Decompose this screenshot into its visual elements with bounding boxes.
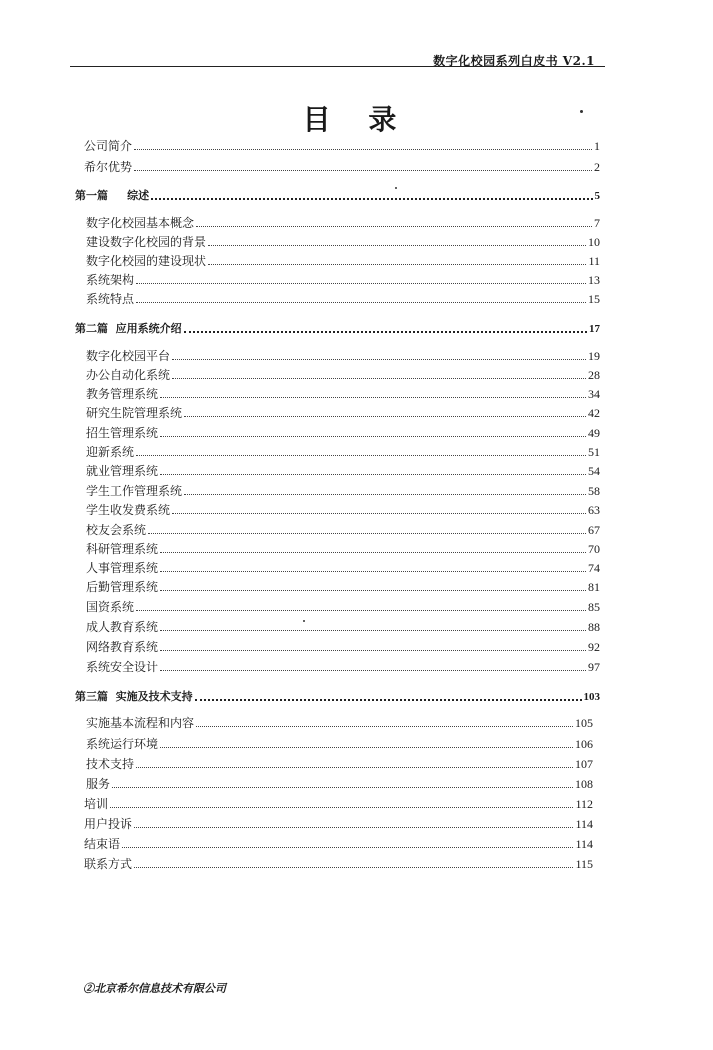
toc-entry[interactable]	[86, 406, 600, 420]
toc-entry[interactable]	[84, 837, 593, 851]
toc-entry-label: 数字化校园的建设现状	[86, 254, 207, 268]
toc-entry-page: 88	[588, 620, 600, 634]
toc-entry-page: 70	[588, 542, 600, 556]
leader-dots	[184, 416, 586, 417]
toc-entry[interactable]	[86, 737, 593, 751]
toc-entry-page: 1	[594, 139, 600, 153]
leader-dots	[160, 630, 586, 631]
leader-dots	[151, 198, 592, 200]
toc-entry-page: 114	[575, 817, 593, 831]
toc-entry-label: 系统运行环境	[86, 737, 159, 751]
leader-dots	[148, 533, 586, 534]
leader-dots	[122, 847, 573, 848]
toc-entry[interactable]	[86, 777, 593, 791]
toc-entry[interactable]	[84, 160, 600, 174]
toc-entry-label: 公司简介	[84, 139, 133, 153]
toc-entry-page: 13	[588, 273, 600, 287]
toc-entry-label: 国资系统	[86, 600, 135, 614]
toc-entry-page: 106	[575, 737, 593, 751]
leader-dots	[172, 359, 586, 360]
leader-dots	[160, 436, 586, 437]
toc-entry-label: 学生收发费系统	[86, 503, 171, 517]
toc-entry-label: 后勤管理系统	[86, 580, 159, 594]
toc-part-label: 第一篇 综述	[75, 189, 150, 202]
toc-entry-page: 92	[588, 640, 600, 654]
toc-part-page: 17	[589, 323, 600, 335]
leader-dots	[208, 245, 586, 246]
toc-entry-page: 42	[588, 406, 600, 420]
leader-dots	[184, 331, 587, 333]
toc-entry-page: 63	[588, 503, 600, 517]
toc-entry-label: 联系方式	[84, 857, 133, 871]
toc-entry-label: 成人教育系统	[86, 620, 159, 634]
leader-dots	[160, 650, 586, 651]
toc-part-page: 5	[594, 190, 600, 202]
toc-entry-label: 系统架构	[86, 273, 135, 287]
toc-entry[interactable]	[86, 445, 600, 459]
toc-entry[interactable]	[86, 660, 600, 674]
toc-entry-page: 97	[588, 660, 600, 674]
scan-speck	[303, 620, 305, 622]
toc-entry-page: 34	[588, 387, 600, 401]
toc-entry[interactable]	[86, 620, 600, 634]
footer-company: ②北京希尔信息技术有限公司	[83, 982, 226, 995]
table-of-contents	[70, 0, 600, 1050]
toc-entry-label: 数字化校园平台	[86, 349, 171, 363]
toc-entry-page: 114	[575, 837, 593, 851]
toc-entry-label: 培训	[84, 797, 109, 811]
leader-dots	[160, 747, 573, 748]
toc-part-heading[interactable]	[75, 322, 600, 336]
toc-entry-label: 结束语	[84, 837, 121, 851]
leader-dots	[195, 699, 582, 701]
leader-dots	[196, 226, 592, 227]
leader-dots	[136, 767, 573, 768]
toc-entry-page: 112	[575, 797, 593, 811]
toc-entry[interactable]	[84, 797, 593, 811]
leader-dots	[136, 610, 586, 611]
leader-dots	[160, 590, 586, 591]
toc-entry-label: 服务	[86, 777, 111, 791]
toc-entry-page: 11	[588, 254, 600, 268]
toc-entry-page: 49	[588, 426, 600, 440]
leader-dots	[136, 455, 586, 456]
toc-entry-page: 81	[588, 580, 600, 594]
toc-entry-page: 85	[588, 600, 600, 614]
toc-entry-label: 迎新系统	[86, 445, 135, 459]
leader-dots	[172, 513, 586, 514]
toc-entry-label: 数字化校园基本概念	[86, 216, 195, 230]
toc-entry-label: 研究生院管理系统	[86, 406, 183, 420]
leader-dots	[160, 474, 586, 475]
toc-entry[interactable]	[86, 254, 600, 268]
toc-part-label: 第二篇 应用系统介绍	[75, 322, 182, 335]
toc-entry-page: 54	[588, 464, 600, 478]
toc-entry-label: 招生管理系统	[86, 426, 159, 440]
leader-dots	[172, 378, 586, 379]
toc-entry-page: 108	[575, 777, 593, 791]
leader-dots	[160, 397, 586, 398]
toc-entry[interactable]	[84, 857, 593, 871]
leader-dots	[110, 807, 573, 808]
toc-entry[interactable]	[86, 464, 600, 478]
toc-entry-label: 实施基本流程和内容	[86, 716, 195, 730]
toc-entry[interactable]	[86, 484, 600, 498]
toc-entry-page: 107	[575, 757, 593, 771]
toc-entry-page: 51	[588, 445, 600, 459]
toc-entry[interactable]	[86, 292, 600, 306]
leader-dots	[134, 149, 592, 150]
toc-entry[interactable]	[86, 523, 600, 537]
toc-part-page: 103	[583, 691, 600, 703]
leader-dots	[196, 726, 573, 727]
scan-speck	[580, 110, 583, 113]
toc-entry[interactable]	[86, 503, 600, 517]
leader-dots	[160, 571, 586, 572]
scan-speck	[395, 187, 397, 189]
page-title: 目 录	[302, 103, 411, 136]
toc-entry[interactable]	[86, 640, 600, 654]
toc-entry[interactable]	[86, 600, 600, 614]
toc-entry[interactable]	[86, 387, 600, 401]
toc-entry-page: 74	[588, 561, 600, 575]
toc-entry-label: 系统安全设计	[86, 660, 159, 674]
toc-entry-label: 人事管理系统	[86, 561, 159, 575]
leader-dots	[136, 283, 586, 284]
toc-entry-page: 10	[588, 235, 600, 249]
toc-entry-page: 2	[594, 160, 600, 174]
toc-entry[interactable]	[86, 426, 600, 440]
toc-entry-label: 学生工作管理系统	[86, 484, 183, 498]
toc-entry-label: 就业管理系统	[86, 464, 159, 478]
toc-entry-page: 19	[588, 349, 600, 363]
toc-entry[interactable]	[86, 368, 600, 382]
toc-entry[interactable]	[86, 273, 600, 287]
toc-entry-page: 105	[575, 716, 593, 730]
toc-entry[interactable]	[86, 757, 593, 771]
toc-entry[interactable]	[86, 542, 600, 556]
toc-entry-page: 15	[588, 292, 600, 306]
leader-dots	[134, 827, 573, 828]
leader-dots	[134, 170, 592, 171]
toc-part-label: 第三篇 实施及技术支持	[75, 690, 193, 703]
toc-entry-label: 网络教育系统	[86, 640, 159, 654]
toc-entry[interactable]	[84, 817, 593, 831]
leader-dots	[112, 787, 573, 788]
toc-entry[interactable]	[84, 139, 600, 153]
toc-part-heading[interactable]	[75, 189, 600, 203]
leader-dots	[184, 494, 586, 495]
toc-entry[interactable]	[86, 349, 600, 363]
header-series-title: 数字化校园系列白皮书 V2.1	[433, 54, 595, 68]
toc-entry-label: 校友会系统	[86, 523, 147, 537]
toc-entry-label: 用户投诉	[84, 817, 133, 831]
toc-entry-label: 系统特点	[86, 292, 135, 306]
toc-entry-page: 28	[588, 368, 600, 382]
leader-dots	[134, 867, 573, 868]
toc-entry[interactable]	[86, 235, 600, 249]
toc-part-heading[interactable]	[75, 690, 600, 704]
toc-entry-page: 67	[588, 523, 600, 537]
toc-entry[interactable]	[86, 561, 600, 575]
toc-entry-label: 办公自动化系统	[86, 368, 171, 382]
toc-entry-label: 建设数字化校园的背景	[86, 235, 207, 249]
toc-entry-page: 7	[594, 216, 600, 230]
toc-entry-label: 技术支持	[86, 757, 135, 771]
toc-entry[interactable]	[86, 716, 593, 730]
leader-dots	[160, 552, 586, 553]
leader-dots	[160, 670, 586, 671]
toc-entry[interactable]	[86, 216, 600, 230]
toc-entry-label: 科研管理系统	[86, 542, 159, 556]
toc-entry-label: 希尔优势	[84, 160, 133, 174]
toc-entry-label: 教务管理系统	[86, 387, 159, 401]
toc-entry-page: 115	[575, 857, 593, 871]
toc-entry-page: 58	[588, 484, 600, 498]
toc-entry[interactable]	[86, 580, 600, 594]
leader-dots	[136, 302, 586, 303]
leader-dots	[208, 264, 586, 265]
